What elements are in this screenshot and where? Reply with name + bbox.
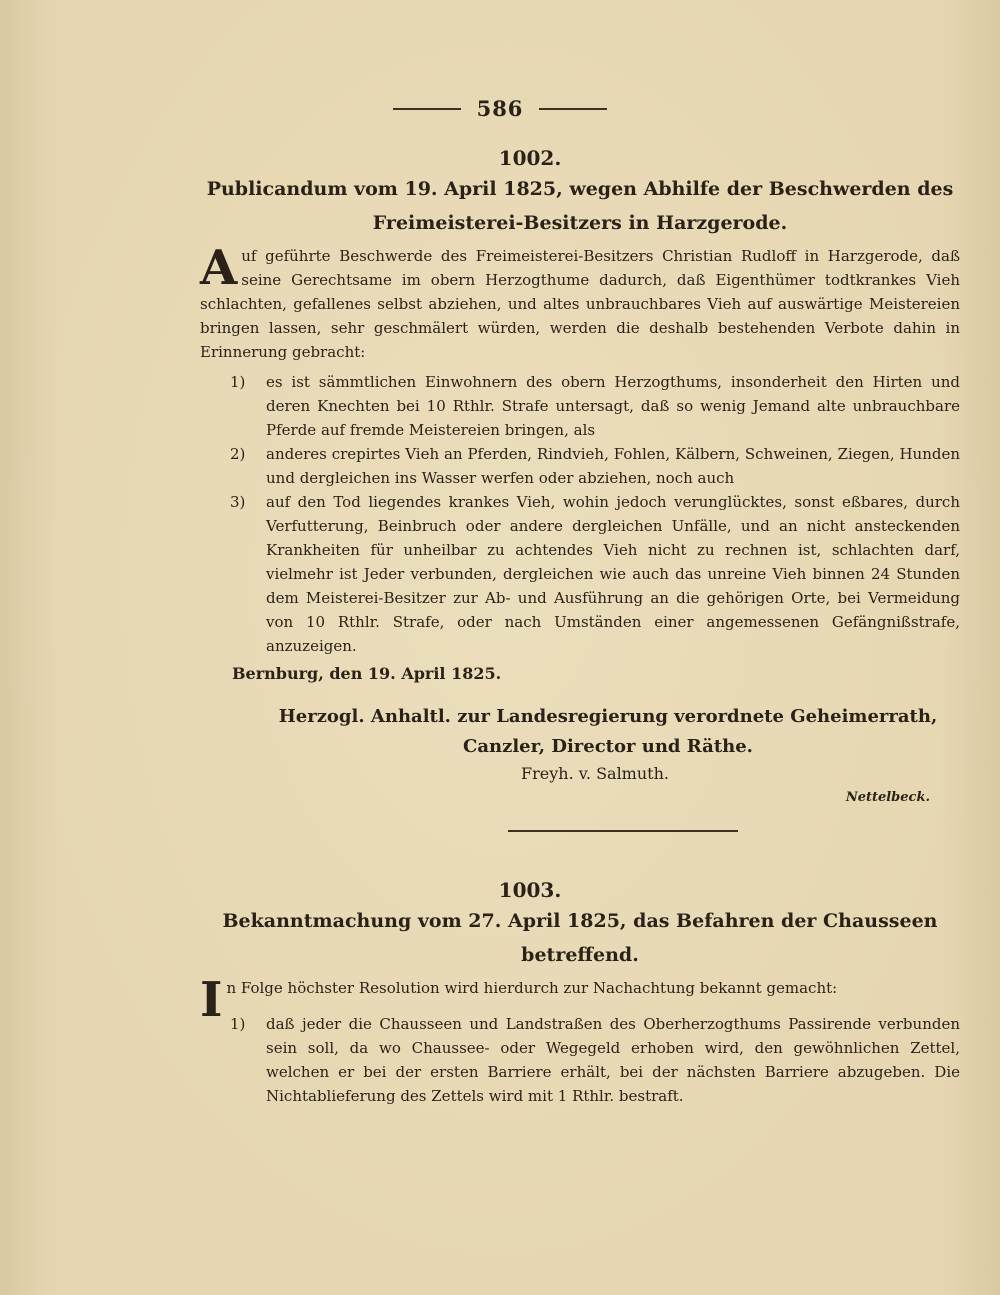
issuing-authority: Herzogl. Anhaltl. zur Landesregierung verordnete Geheimerrath, Canzler, Director und Räthe. — [278, 706, 938, 757]
header-rule-left — [393, 108, 461, 110]
section-title-1002: Publicandum vom 19. April 1825, wegen Abhilfe der Beschwerden des Freimeisterei-Besitzers in Harzgerode. — [206, 178, 954, 234]
item-number: 1) — [230, 373, 246, 391]
page-number: 586 — [476, 96, 524, 121]
intro-text: n Folge höchster Resolution wird hierdurch zur Nachachtung bekannt gemacht: — [226, 979, 838, 997]
section-divider — [508, 830, 738, 832]
intro-text: uf geführte Beschwerde des Freimeisterei-Besitzers Christian Rudloff in Harzgerode, daß seine Gerechtsame im obern Herzogthume dadurch, daß Eigenthümer todtkrankes Vieh schlachten, gefallenes selbst abziehen, und altes unbrauchbares Vieh auf auswärtige Meistereien bringen lassen, sehr geschmälert würden, werden die deshalb bestehenden Verbote dahin in Erinnerung gebracht: — [200, 247, 960, 361]
section-number-1003: 1003. — [498, 878, 562, 902]
header-rule-right — [539, 108, 607, 110]
section-number-1002: 1002. — [498, 146, 562, 170]
date-line: Bernburg, den 19. April 1825. — [232, 664, 502, 683]
list-item — [230, 370, 960, 442]
intro-paragraph-1002 — [200, 240, 960, 364]
section-title-1003: Bekanntmachung vom 27. April 1825, das Befahren der Chausseen betreffend. — [222, 910, 938, 966]
item-number: 1) — [230, 1015, 246, 1033]
list-item — [230, 490, 960, 658]
list-item — [230, 1012, 960, 1108]
list-item — [230, 442, 960, 490]
item-text: daß jeder die Chausseen und Landstraßen des Oberherzogthums Passirende verbunden sein soll, da wo Chaussee- oder Wegegeld erhoben wird, den gewöhnlichen Zettel, welchen er bei der ersten Barriere erhält, bei der nächsten Barriere abzugeben. Die Nichtablieferung des Zettels wird mit 1 Rthlr. bestraft. — [266, 1015, 960, 1105]
item-text: es ist sämmtlichen Einwohnern des obern Herzogthums, insonderheit den Hirten und deren Knechten bei 10 Rthlr. Strafe untersagt, daß so wenig Jemand alte unbrauchbare Pferde auf fremde Meistereien bringen, als — [266, 373, 960, 439]
item-number: 2) — [230, 445, 246, 463]
signature-secondary: Nettelbeck. — [845, 790, 930, 805]
drop-cap: I — [200, 972, 223, 1028]
item-text: anderes crepirtes Vieh an Pferden, Rindvieh, Fohlen, Kälbern, Schweinen, Ziegen, Hunden und dergleichen ins Wasser werfen oder abziehen, noch auch — [266, 445, 960, 487]
page-header — [0, 96, 1000, 121]
item-number: 3) — [230, 493, 246, 511]
item-text: auf den Tod liegendes krankes Vieh, wohin jedoch verunglücktes, sonst eßbares, durch Verfutterung, Beinbruch oder andere dergleichen Unfälle, und an nicht ansteckenden Krankheiten für unheilbar zu achtendes Vieh nicht zu rechnen ist, schlachten darf, vielmehr ist Jeder verbunden, dergleichen wie auch das unreine Vieh binnen 24 Stunden dem Meisterei-Besitzer zur Ab- und Ausführung an die gehörigen Orte, bei Vermeidung von 10 Rthlr. Strafe, oder nach Umständen einer angemessenen Gefängnißstrafe, anzuzeigen. — [266, 493, 960, 655]
drop-cap: A — [200, 240, 238, 296]
signature-primary: Freyh. v. Salmuth. — [521, 764, 669, 783]
